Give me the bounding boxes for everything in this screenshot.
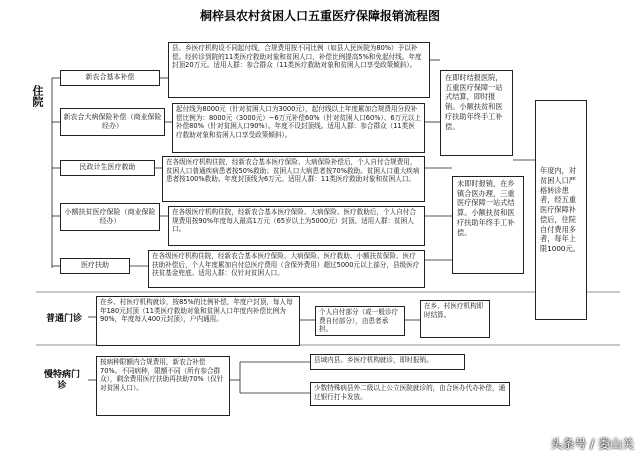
page-title: 桐梓县农村贫困人口五重医疗保障报销流程图 [199, 9, 440, 23]
outpatient-settlement: 在乡、村医疗机构即时结算。 [420, 300, 490, 338]
layer-text-critical: 起付线为8000元（针对贫困人口为3000元），起付线以上年度累加合规费用分段补偿比例为：8000元（3000元）~6万元补偿60%（针对贫困人口60%）、6万元以上补偿80%（针对贫困人口90%）。年度不设封顶线。适用人群：参合群众（11类医疗救助对象和贫困人口享受政策倾斜）。 [172, 103, 425, 153]
outpatient-text: 在乡、村医疗机构就诊，按85%的比例补偿，年度户封顶，每人每年180元封顶（11类医疗救助对象和贫困人口年度内补偿比例为90%，年度每人400元封顶），户内通用。 [96, 296, 300, 346]
watermark: 头条号 / 娄山关 [550, 437, 634, 451]
chronic-text: 按病种限额内合规费用，新农合补偿70%。不同病种，限额不同（所有参合群众），剩余费用医疗扶助再扶助70%（仅针对贫困人口）。 [96, 356, 230, 416]
layer-label-civil: 民政计生医疗救助 [60, 160, 155, 176]
section-chronic: 慢特病门诊 [43, 370, 80, 391]
layer-text-aid: 在各级医疗机构住院，经新农合基本医疗保险、大病保险、医疗救助、小额扶贫保险、医疗扶助补偿后，个人年度累加自付总医疗费用（含保外费用）超过5000元以上部分，县级医疗扶贫基金兜底。适用人群：仅针对贫困人口。 [148, 250, 425, 288]
note-annual-cap: 年度内，对贫困人口严格转诊患者，经五重医疗保障补偿后，住院自付费用多者，每年上限1000元。 [535, 100, 587, 320]
layer-text-basic: 县、乡医疗机构设不同起付线，合规费用按不同比例（如县人民医院为80%）予以补偿。经转诊到院的11类医疗救助对象和贫困人口，补偿比例提高5%和免起付线。年度封顶20万元。适用人群：参合群众（11类医疗救助对象和贫困人口享受政策倾斜）。 [168, 42, 430, 98]
note-realtime-settlement: 在即时结报医院，五重医疗保障一站式结算，即时报销。小额扶贫和医疗扶助年终手工补偿。 [440, 70, 513, 156]
layer-text-civil: 在各级医疗机构住院，经新农合基本医疗保险、大病保险补偿后，个人自付合规费用，贫困人口普通疾病患者按50%救助；贫困人口大病患者按70%救助。贫困人口重大疾病患者按100%救助。年度封顶线为6万元。适用人群：11类医疗救助对象和贫困人口。 [162, 156, 425, 202]
section-outpatient: 普通门诊 [45, 313, 82, 324]
layer-label-basic: 新农合基本补偿 [60, 70, 160, 86]
note-nonrealtime-settlement: 未即时报销，在乡镇合医办理，三重医疗保障一站式结算。小额扶贫和医疗扶助年终手工补偿。 [452, 176, 524, 274]
layer-text-microins: 在各级医疗机构住院，经新农合基本医疗保险、大病保险、医疗救助后，个人自付合规费用按90%年度每人最高1万元（65岁以上为5000元）封顶。适用人群：贫困人口。 [168, 206, 425, 246]
layer-label-aid: 医疗扶助 [60, 258, 130, 274]
layer-label-microins: 小额扶贫医疗保险（商业保险经办） [60, 203, 160, 231]
layer-label-critical: 新农合大病保险补偿（商业保险经办） [60, 108, 165, 136]
section-inpatient: 住院 [31, 85, 44, 107]
chronic-county: 县域内县、乡医疗机构就诊，即时报销。 [310, 354, 465, 370]
chronic-outside: 少数特殊病县外二级以上公立医院就诊的，由合医办代办补偿，通过银行打卡发放。 [310, 382, 510, 406]
outpatient-self-pay: 个人自付部分（或一般诊疗费自付部分），由患者承担。 [315, 306, 405, 336]
